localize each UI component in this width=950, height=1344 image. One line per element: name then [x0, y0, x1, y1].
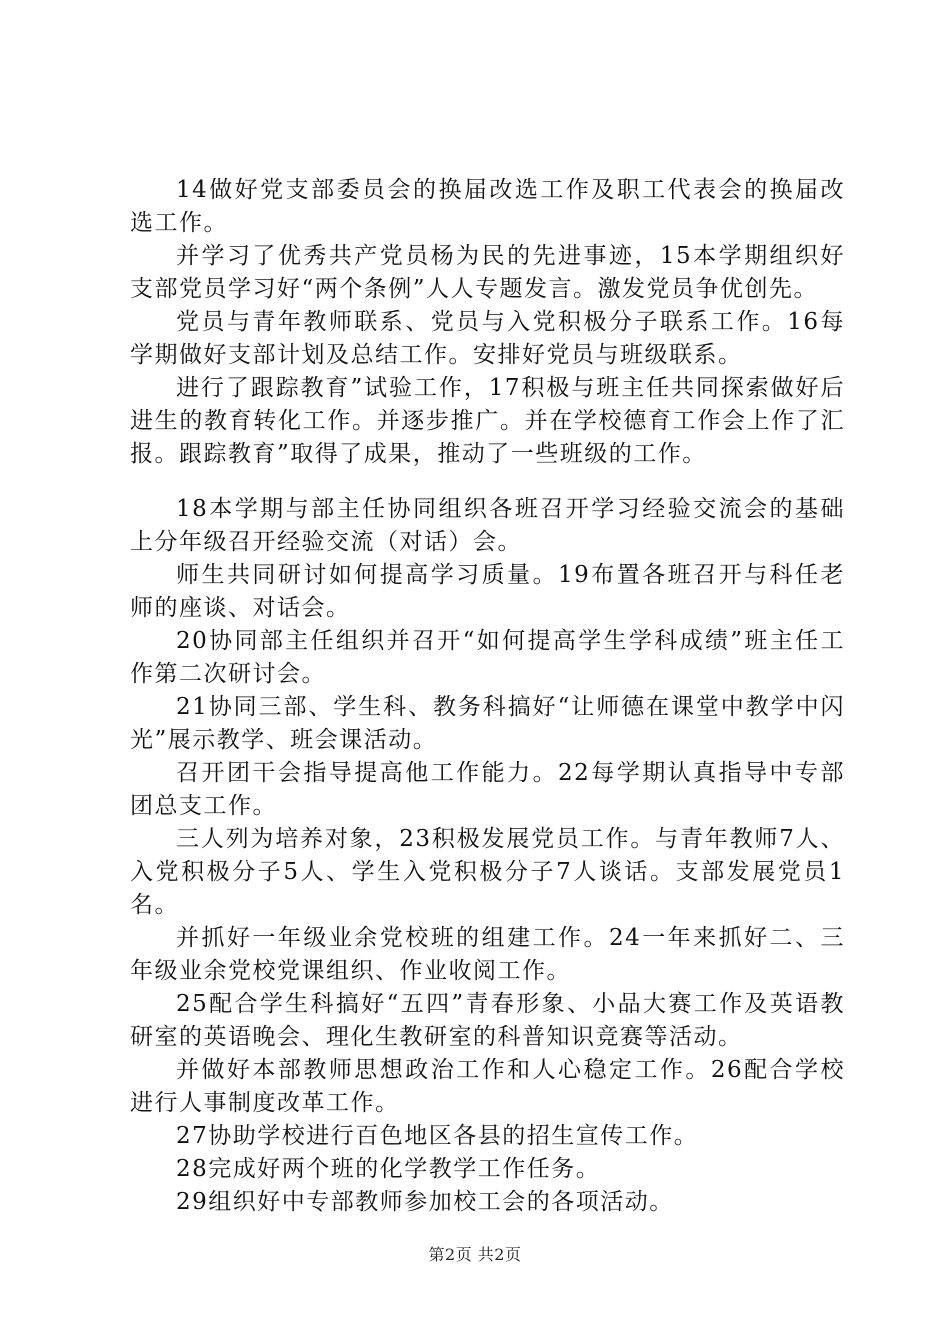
paragraph-item-29: 29组织好中专部教师参加校工会的各项活动。 — [176, 1189, 674, 1215]
document-body — [130, 174, 845, 1219]
paragraph-item-14: 14做好党支部委员会的换届改选工作及职工代表会的换届改选工作。 — [130, 177, 845, 236]
paragraph-item-15: 并学习了优秀共产党员杨为民的先进事迹，15本学期组织好支部党员学习好“两个条例”人人专题发言。激发党员争优创先。 — [130, 243, 845, 302]
paragraph-item-17: 进行了跟踪教育”试验工作，17积极与班主任共同探索做好后进生的教育转化工作。并逐步推广。并在学校德育工作会上作了汇报。跟踪教育”取得了成果，推动了一些班级的工作。 — [130, 375, 845, 467]
paragraph-item-25: 25配合学生科搞好“五四”青春形象、小品大赛工作及英语教研室的英语晚会、理化生教研室的科普知识竞赛等活动。 — [130, 991, 845, 1050]
paragraph-item-19: 师生共同研讨如何提高学习质量。19布置各班召开与科任老师的座谈、对话会。 — [130, 562, 845, 621]
paragraph-item-16: 党员与青年教师联系、党员与入党积极分子联系工作。16每学期做好支部计划及总结工作。安排好党员与班级联系。 — [130, 309, 845, 368]
paragraph-item-27: 27协助学校进行百色地区各县的招生宣传工作。 — [176, 1123, 699, 1149]
paragraph-item-18: 18本学期与部主任协同组织各班召开学习经验交流会的基础上分年级召开经验交流（对话）会。 — [130, 496, 845, 555]
paragraph-item-28: 28完成好两个班的化学教学工作任务。 — [176, 1156, 601, 1182]
paragraph-item-21: 21协同三部、学生科、教务科搞好“让师德在课堂中教学中闪光”展示教学、班会课活动。 — [130, 694, 845, 753]
paragraph-item-20: 20协同部主任组织并召开“如何提高学生学科成绩”班主任工作第二次研讨会。 — [130, 628, 845, 687]
paragraph-item-24: 并抓好一年级业余党校班的组建工作。24一年来抓好二、三年级业余党校党课组织、作业收阅工作。 — [130, 925, 845, 984]
paragraph-item-26: 并做好本部教师思想政治工作和人心稳定工作。26配合学校进行人事制度改革工作。 — [130, 1057, 845, 1116]
paragraph-item-23: 三人列为培养对象，23积极发展党员工作。与青年教师7人、入党积极分子5人、学生入党积极分子7人谈话。支部发展党员1名。 — [130, 826, 845, 918]
page-number-footer: 第2页 共2页 — [428, 1245, 522, 1264]
paragraph-item-22: 召开团干会指导提高他工作能力。22每学期认真指导中专部团总支工作。 — [130, 760, 845, 819]
